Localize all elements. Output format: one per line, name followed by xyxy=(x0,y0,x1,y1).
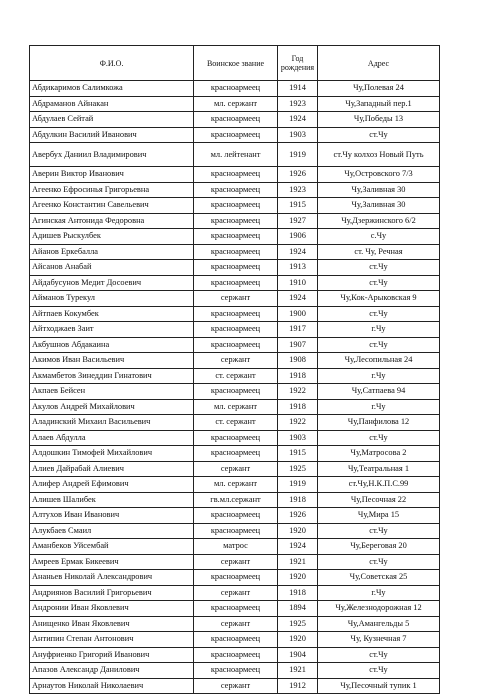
cell-name: Антипин Степан Антонович xyxy=(30,632,194,648)
cell-address: Чу,Мира 15 xyxy=(318,508,440,524)
cell-rank: красноармеец xyxy=(194,337,278,353)
cell-address: ст.Чу xyxy=(318,306,440,322)
cell-address: ст.Чу xyxy=(318,554,440,570)
cell-year: 1920 xyxy=(278,570,318,586)
table-body xyxy=(30,81,440,694)
table-row xyxy=(30,306,440,322)
cell-address: Чу,Советская 25 xyxy=(318,570,440,586)
cell-name: Ануфриенко Григорий Иванович xyxy=(30,647,194,663)
cell-rank: красноармеец xyxy=(194,112,278,128)
cell-name: Алдошкин Тимофей Михайлович xyxy=(30,446,194,462)
table-row xyxy=(30,446,440,462)
cell-name: Апазов Александр Данилович xyxy=(30,663,194,679)
table-header xyxy=(30,46,440,81)
cell-rank: красноармеец xyxy=(194,244,278,260)
cell-rank: красноармеец xyxy=(194,647,278,663)
cell-rank: мл. сержант xyxy=(194,399,278,415)
header-name: Ф.И.О. xyxy=(30,46,194,81)
cell-year: 1915 xyxy=(278,446,318,462)
cell-rank: сержант xyxy=(194,353,278,369)
cell-rank: красноармеец xyxy=(194,167,278,183)
cell-year: 1894 xyxy=(278,601,318,617)
cell-name: Амреев Ермак Бикеевич xyxy=(30,554,194,570)
cell-name: Абдулаев Сейтай xyxy=(30,112,194,128)
cell-rank: красноармеец xyxy=(194,275,278,291)
cell-address: Чу, Кузнечная 7 xyxy=(318,632,440,648)
cell-rank: красноармеец xyxy=(194,446,278,462)
cell-rank: красноармеец xyxy=(194,213,278,229)
cell-rank: красноармеец xyxy=(194,384,278,400)
cell-name: Акулов Андрей Михайлович xyxy=(30,399,194,415)
table-row xyxy=(30,601,440,617)
cell-address: ст. Чу, Речная xyxy=(318,244,440,260)
cell-name: Абдикаримов Салимкожа xyxy=(30,81,194,97)
cell-year: 1921 xyxy=(278,663,318,679)
table-row xyxy=(30,96,440,112)
table-row xyxy=(30,523,440,539)
cell-rank: мл. сержант xyxy=(194,96,278,112)
table-row xyxy=(30,213,440,229)
table-row xyxy=(30,554,440,570)
cell-name: Анищенко Иван Яковлевич xyxy=(30,616,194,632)
table-row xyxy=(30,275,440,291)
cell-name: Андриянов Василий Григорьевич xyxy=(30,585,194,601)
cell-year: 1919 xyxy=(278,143,318,167)
cell-address: ст.Чу xyxy=(318,663,440,679)
cell-address: г.Чу xyxy=(318,368,440,384)
cell-name: Айтходжаев Заит xyxy=(30,322,194,338)
cell-rank: ст. сержант xyxy=(194,415,278,431)
cell-name: Ананьев Николай Александрович xyxy=(30,570,194,586)
cell-rank: сержант xyxy=(194,585,278,601)
cell-address: Чу,Панфилова 12 xyxy=(318,415,440,431)
table-row xyxy=(30,322,440,338)
cell-rank: матрос xyxy=(194,539,278,555)
cell-rank: красноармеец xyxy=(194,81,278,97)
cell-name: Айанов Еркебалла xyxy=(30,244,194,260)
cell-address: ст.Чу xyxy=(318,647,440,663)
cell-address: Чу,Матросова 2 xyxy=(318,446,440,462)
cell-name: Алукбаев Смаил xyxy=(30,523,194,539)
cell-rank: красноармеец xyxy=(194,260,278,276)
cell-name: Акпаев Бейсен xyxy=(30,384,194,400)
table-row xyxy=(30,291,440,307)
table-row xyxy=(30,368,440,384)
cell-name: Андронии Иван Яковлевич xyxy=(30,601,194,617)
cell-address: Чу,Кок-Арыковская 9 xyxy=(318,291,440,307)
cell-year: 1903 xyxy=(278,127,318,143)
cell-name: Алиев Дайрабай Алиевич xyxy=(30,461,194,477)
cell-address: ст.Чу xyxy=(318,127,440,143)
cell-address: ст.Чу xyxy=(318,430,440,446)
table-row xyxy=(30,430,440,446)
cell-rank: красноармеец xyxy=(194,198,278,214)
cell-name: Айсанов Анабай xyxy=(30,260,194,276)
header-row xyxy=(30,46,440,81)
cell-year: 1918 xyxy=(278,368,318,384)
cell-address: г.Чу xyxy=(318,585,440,601)
table-row xyxy=(30,260,440,276)
cell-rank: красноармеец xyxy=(194,601,278,617)
cell-address: Чу,Заливная 30 xyxy=(318,182,440,198)
table-row xyxy=(30,182,440,198)
cell-name: Акимов Иван Васильевич xyxy=(30,353,194,369)
table-row xyxy=(30,663,440,679)
table-row xyxy=(30,384,440,400)
header-address: Адрес xyxy=(318,46,440,81)
cell-year: 1927 xyxy=(278,213,318,229)
cell-name: Авербух Даниил Владимирович xyxy=(30,143,194,167)
cell-year: 1922 xyxy=(278,415,318,431)
header-year: Год рождения xyxy=(278,46,318,81)
cell-rank: красноармеец xyxy=(194,632,278,648)
cell-rank: красноармеец xyxy=(194,182,278,198)
table-row xyxy=(30,632,440,648)
cell-address: ст.Чу колхоз Новый Путь xyxy=(318,143,440,167)
cell-name: Алаев Абдулла xyxy=(30,430,194,446)
cell-address: Чу,Дзержинского 6/2 xyxy=(318,213,440,229)
cell-address: ст.Чу xyxy=(318,337,440,353)
cell-name: Абдулкин Василий Иванович xyxy=(30,127,194,143)
cell-name: Аладинский Михаил Васильевич xyxy=(30,415,194,431)
roster-table xyxy=(29,45,440,694)
cell-year: 1923 xyxy=(278,96,318,112)
cell-name: Аверин Виктор Иванович xyxy=(30,167,194,183)
cell-address: Чу,Лесопильная 24 xyxy=(318,353,440,369)
cell-address: Чу,Сатпаева 94 xyxy=(318,384,440,400)
cell-address: Чу,Песочная 22 xyxy=(318,492,440,508)
cell-rank: мл. лейтенант xyxy=(194,143,278,167)
cell-rank: красноармеец xyxy=(194,127,278,143)
table-row xyxy=(30,337,440,353)
cell-rank: сержант xyxy=(194,461,278,477)
cell-rank: сержант xyxy=(194,678,278,694)
table-row xyxy=(30,539,440,555)
cell-name: Айманов Турекул xyxy=(30,291,194,307)
cell-name: Айдабусунов Медит Досоевич xyxy=(30,275,194,291)
cell-name: Алишев Шалибек xyxy=(30,492,194,508)
cell-address: Чу,Железнодорожная 12 xyxy=(318,601,440,617)
cell-name: Агинская Антонида Федоровна xyxy=(30,213,194,229)
cell-rank: красноармеец xyxy=(194,430,278,446)
cell-year: 1904 xyxy=(278,647,318,663)
cell-year: 1918 xyxy=(278,585,318,601)
cell-year: 1924 xyxy=(278,291,318,307)
cell-year: 1924 xyxy=(278,244,318,260)
cell-year: 1920 xyxy=(278,523,318,539)
cell-year: 1925 xyxy=(278,616,318,632)
cell-year: 1921 xyxy=(278,554,318,570)
header-rank: Воинское звание xyxy=(194,46,278,81)
cell-rank: ст. сержант xyxy=(194,368,278,384)
cell-year: 1925 xyxy=(278,461,318,477)
cell-address: Чу,Победы 13 xyxy=(318,112,440,128)
cell-rank: красноармеец xyxy=(194,663,278,679)
table-row xyxy=(30,616,440,632)
cell-address: Чу,Береговая 20 xyxy=(318,539,440,555)
table-row xyxy=(30,353,440,369)
table-row xyxy=(30,570,440,586)
cell-rank: красноармеец xyxy=(194,508,278,524)
table-row xyxy=(30,143,440,167)
cell-address: г.Чу xyxy=(318,399,440,415)
cell-address: Чу,Театральная 1 xyxy=(318,461,440,477)
table-row xyxy=(30,678,440,694)
cell-year: 1918 xyxy=(278,492,318,508)
cell-year: 1908 xyxy=(278,353,318,369)
cell-name: Агеенко Ефросинья Григорьевна xyxy=(30,182,194,198)
cell-year: 1907 xyxy=(278,337,318,353)
cell-address: Чу,Западный пер.1 xyxy=(318,96,440,112)
table-row xyxy=(30,492,440,508)
cell-year: 1903 xyxy=(278,430,318,446)
cell-rank: сержант xyxy=(194,554,278,570)
cell-name: Аманбеков Уйсембай xyxy=(30,539,194,555)
cell-address: Чу,Амангельды 5 xyxy=(318,616,440,632)
cell-rank: мл. сержант xyxy=(194,477,278,493)
cell-rank: красноармеец xyxy=(194,523,278,539)
cell-year: 1913 xyxy=(278,260,318,276)
cell-rank: красноармеец xyxy=(194,570,278,586)
table-row xyxy=(30,167,440,183)
table-row xyxy=(30,647,440,663)
cell-year: 1918 xyxy=(278,399,318,415)
cell-year: 1906 xyxy=(278,229,318,245)
table-row xyxy=(30,229,440,245)
table-row xyxy=(30,415,440,431)
table-row xyxy=(30,198,440,214)
cell-year: 1923 xyxy=(278,182,318,198)
table-row xyxy=(30,461,440,477)
cell-address: ст.Чу,Н.К.П.С.99 xyxy=(318,477,440,493)
cell-address: Чу,Заливная 30 xyxy=(318,198,440,214)
cell-address: Чу,Полевая 24 xyxy=(318,81,440,97)
table-row xyxy=(30,477,440,493)
cell-year: 1912 xyxy=(278,678,318,694)
table-row xyxy=(30,585,440,601)
cell-rank: гв.мл.сержант xyxy=(194,492,278,508)
cell-name: Абдраманов Айнакан xyxy=(30,96,194,112)
cell-year: 1924 xyxy=(278,112,318,128)
cell-rank: красноармеец xyxy=(194,322,278,338)
table-row xyxy=(30,399,440,415)
cell-year: 1914 xyxy=(278,81,318,97)
cell-name: Адишев Рыскулбек xyxy=(30,229,194,245)
cell-address: г.Чу xyxy=(318,322,440,338)
table-row xyxy=(30,127,440,143)
cell-address: с.Чу xyxy=(318,229,440,245)
cell-year: 1919 xyxy=(278,477,318,493)
cell-address: ст.Чу xyxy=(318,523,440,539)
cell-address: Чу,Островского 7/3 xyxy=(318,167,440,183)
cell-name: Арнаутов Николай Николаевич xyxy=(30,678,194,694)
cell-year: 1917 xyxy=(278,322,318,338)
cell-name: Агеенко Константин Савельевич xyxy=(30,198,194,214)
cell-year: 1920 xyxy=(278,632,318,648)
cell-address: ст.Чу xyxy=(318,260,440,276)
cell-rank: красноармеец xyxy=(194,229,278,245)
table-row xyxy=(30,244,440,260)
table-row xyxy=(30,508,440,524)
cell-year: 1926 xyxy=(278,167,318,183)
cell-name: Алтухов Иван Иванович xyxy=(30,508,194,524)
cell-rank: сержант xyxy=(194,616,278,632)
table-row xyxy=(30,81,440,97)
cell-name: Айтпаев Кокумбек xyxy=(30,306,194,322)
cell-name: Алифер Андрей Ефимович xyxy=(30,477,194,493)
cell-address: Чу,Песочный тупик 1 xyxy=(318,678,440,694)
cell-year: 1924 xyxy=(278,539,318,555)
table-row xyxy=(30,112,440,128)
cell-year: 1900 xyxy=(278,306,318,322)
cell-name: Акмамбетов Зинеддин Гинатович xyxy=(30,368,194,384)
cell-year: 1922 xyxy=(278,384,318,400)
cell-name: Акбушнов Абдакаина xyxy=(30,337,194,353)
cell-rank: красноармеец xyxy=(194,306,278,322)
cell-address: ст.Чу xyxy=(318,275,440,291)
cell-rank: сержант xyxy=(194,291,278,307)
cell-year: 1926 xyxy=(278,508,318,524)
cell-year: 1915 xyxy=(278,198,318,214)
cell-year: 1910 xyxy=(278,275,318,291)
